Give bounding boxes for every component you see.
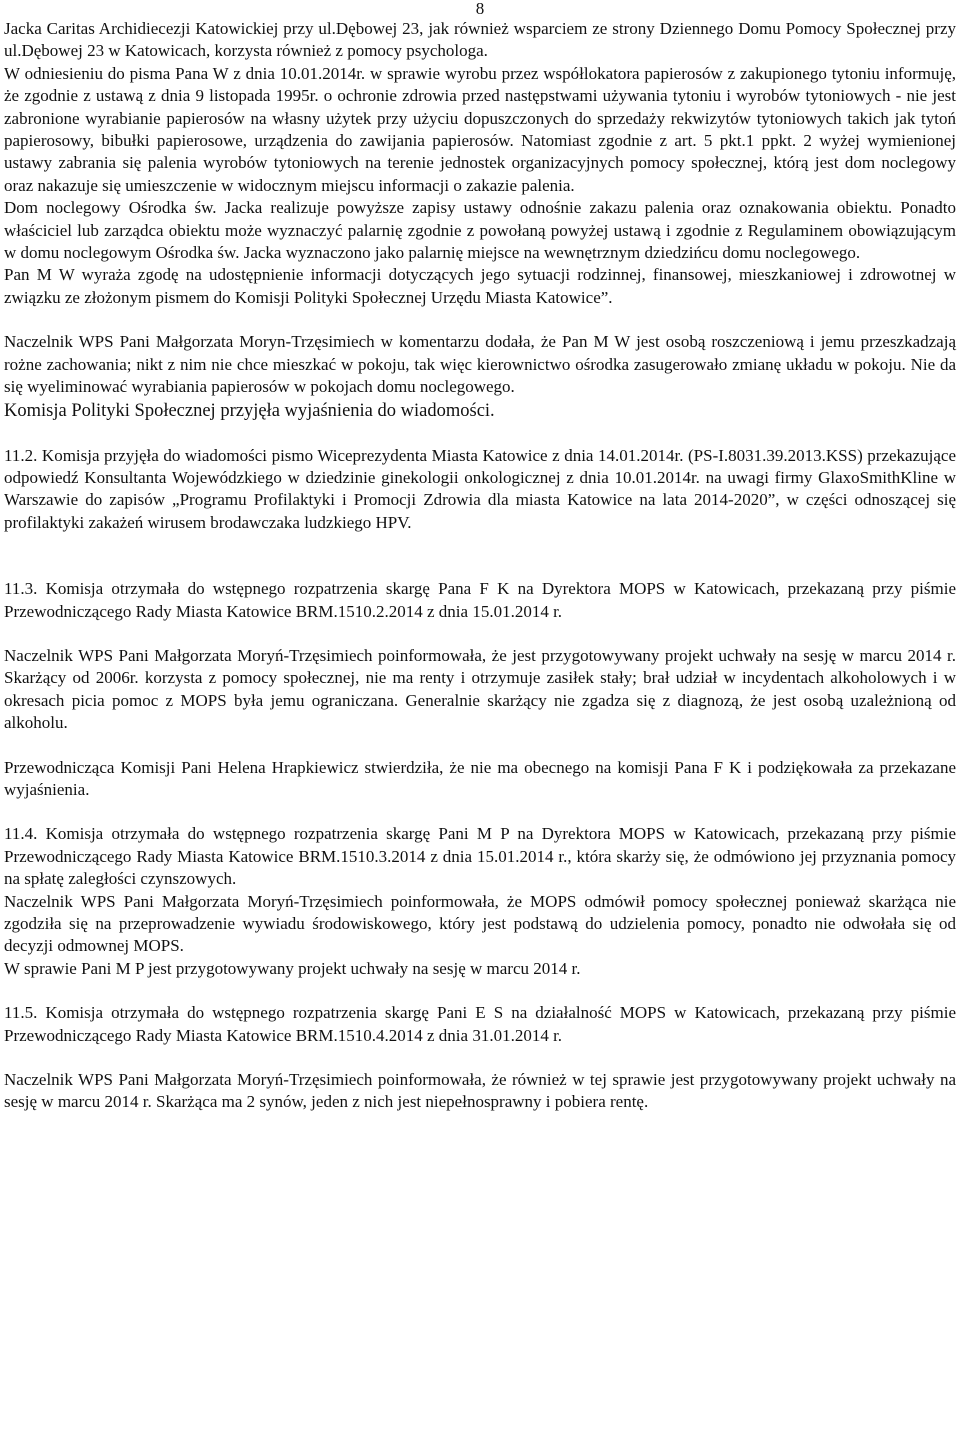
section-11-4 (4, 823, 956, 890)
section-11-5 (4, 1002, 956, 1047)
section-text: Komisja otrzymała do wstępnego rozpatrzenia skargę Pani E S na działalność MOPS w Katowicach, przekazaną przy piśmie Przewodniczącego Rady Miasta Katowice BRM.1510.4.2014 z dnia 31.01.2014 r. (4, 1003, 956, 1045)
paragraph-wps-es: Naczelnik WPS Pani Małgorzata Moryń-Trzęsimiech poinformowała, że również w tej sprawie jest przygotowywany projekt uchwały na sesję w marcu 2014 r. Skarżąca ma 2 synów, jeden z nich jest niepełnosprawny i pobiera rentę. (4, 1070, 956, 1112)
paragraph-commission-accepted: Komisja Polityki Społecznej przyjęła wyjaśnienia do wiadomości. (4, 400, 495, 421)
section-text: Komisja przyjęła do wiadomości pismo Wiceprezydenta Miasta Katowice z dnia 14.01.2014r. (PS-I.8031.39.2013.KSS) przekazujące odpowiedź Konsultanta Wojewódzkiego w dziedzinie ginekologii onkologicznej z dnia 10.01.2014r. na uwagi firmy GlaxoSmithKline w Warszawie do zapisów „Programu Profilaktyki i Promocji Zdrowia dla miasta Katowice na lata 2014-2020”, w części odnoszącej się profilaktyki zakażeń wirusem brodawczaka ludzkiego HPV. (4, 445, 956, 532)
paragraph-tobacco-law: W odniesieniu do pisma Pana W z dnia 10.01.2014r. w sprawie wyrobu przez współlokatora papierosów z zakupionego tytoniu informuję, że zgodnie z ustawą z dnia 9 listopada 1995r. o ochronie zdrowia przed następstwami używania tytoniu i wyrobów tytoniowych - nie jest zabronione wyrabianie papierosów na własny użytek przy użyciu dopuszczonych do sprzedaży rekwizytów tytoniowych takich jak tytoń papierosowy, bibułki papierosowe, urządzenia do zawijania papierosów. Natomiast zgodnie z art. 5 pkt.1 ppkt. 2 wyżej wymienionej ustawy zabrania się palenia wyrobów tytoniowych na terenie jednostek organizacyjnych pomocy społecznej, którą jest dom noclegowy oraz nakazuje się umieszczenie w widocznym miejscu informacji o zakazie palenia. (4, 63, 956, 195)
section-11-3 (4, 578, 956, 623)
section-number: 11.5. (4, 1003, 38, 1023)
paragraph-mp-resolution: W sprawie Pani M P jest przygotowywany projekt uchwały na sesję w marcu 2014 r. (4, 958, 581, 978)
paragraph-wps-fk: Naczelnik WPS Pani Małgorzata Moryń-Trzęsimiech poinformowała, że jest przygotowywany projekt uchwały na sesję w marcu 2014 r. Skarżący od 2006r. korzysta z pomocy społecznej, nie ma renty i otrzymuje zasiłek stały; brał udział w incydentach alkoholowych i w okresach picia pomoc z MOPS była jemu ograniczana. Generalnie skarżący nie zgadza się z diagnozą, że jest osobą uzależnioną od alkoholu. (4, 645, 956, 733)
section-number: 11.4. (4, 824, 38, 844)
paragraph-smoking-room: Dom noclegowy Ośrodka św. Jacka realizuje powyższe zapisy ustawy odnośnie zakazu palenia oraz oznakowania obiektu. Ponadto właściciel lub zarządca obiektu może wyznaczyć palarnię zgodnie z powołaną powyżej ustawą i zgodnie z Regulaminem obowiązującym w domu noclegowym Ośrodka św. Jacka wyznaczono jako palarnię miejsce na wewnętrznym dziedzińcu domu noclegowego. (4, 198, 956, 263)
section-number: 11.3. (4, 579, 38, 599)
paragraph-caritas: Jacka Caritas Archidiecezji Katowickiej przy ul.Dębowej 23, jak również wsparciem ze strony Dziennego Domu Pomocy Społecznej przy ul.Dębowej 23 w Katowicach, korzysta również z pomocy psychologa. (4, 19, 956, 61)
paragraph-wps-mp: Naczelnik WPS Pani Małgorzata Moryń-Trzęsimiech poinformowała, że MOPS odmówił pomocy społecznej ponieważ skarżąca nie zgodziła się na przeprowadzenie wywiadu środowiskowego, który jest podstawą do udzielenia pomocy, ponadto nie odwołała się od decyzji odmownej MOPS. (4, 891, 956, 956)
page-number: 8 (475, 0, 485, 18)
section-text: Komisja otrzymała do wstępnego rozpatrzenia skargę Pani M P na Dyrektora MOPS w Katowicach, przekazaną przy piśmie Przewodniczącego Rady Miasta Katowice BRM.1510.3.2014 z dnia 15.01.2014 r., która skarży się, że odmówiono jej przyznania pomocy na spłatę zaległości czynszowych. (4, 824, 956, 889)
paragraph-wps-comment: Naczelnik WPS Pani Małgorzata Moryn-Trzęsimiech w komentarzu dodała, że Pan M W jest osobą roszczeniową i jemu przeszkadzają rożne zachowania; nikt z nim nie chce mieszkać w pokoju, tak więc kierownictwo ośrodka zasugerowało zmianę układu w pokoju. Nie da się wyeliminować wyrabiania papierosów w pokojach domu noclegowego. (4, 332, 956, 397)
section-11-2 (4, 445, 956, 535)
section-text: Komisja otrzymała do wstępnego rozpatrzenia skargę Pana F K na Dyrektora MOPS w Katowicach, przekazaną przy piśmie Przewodniczącego Rady Miasta Katowice BRM.1510.2.2014 z dnia 15.01.2014 r. (4, 579, 956, 621)
section-number: 11.2. (4, 445, 38, 465)
paragraph-chair-fk: Przewodnicząca Komisji Pani Helena Hrapkiewicz stwierdziła, że nie ma obecnego na komisji Pana F K i podziękowała za przekazane wyjaśnienia. (4, 757, 956, 799)
paragraph-consent: Pan M W wyraża zgodę na udostępnienie informacji dotyczących jego sytuacji rodzinnej, finansowej, mieszkaniowej i zdrowotnej w związku ze złożonym pismem do Komisji Polityki Społecznej Urzędu Miasta Katowice”. (4, 265, 956, 307)
